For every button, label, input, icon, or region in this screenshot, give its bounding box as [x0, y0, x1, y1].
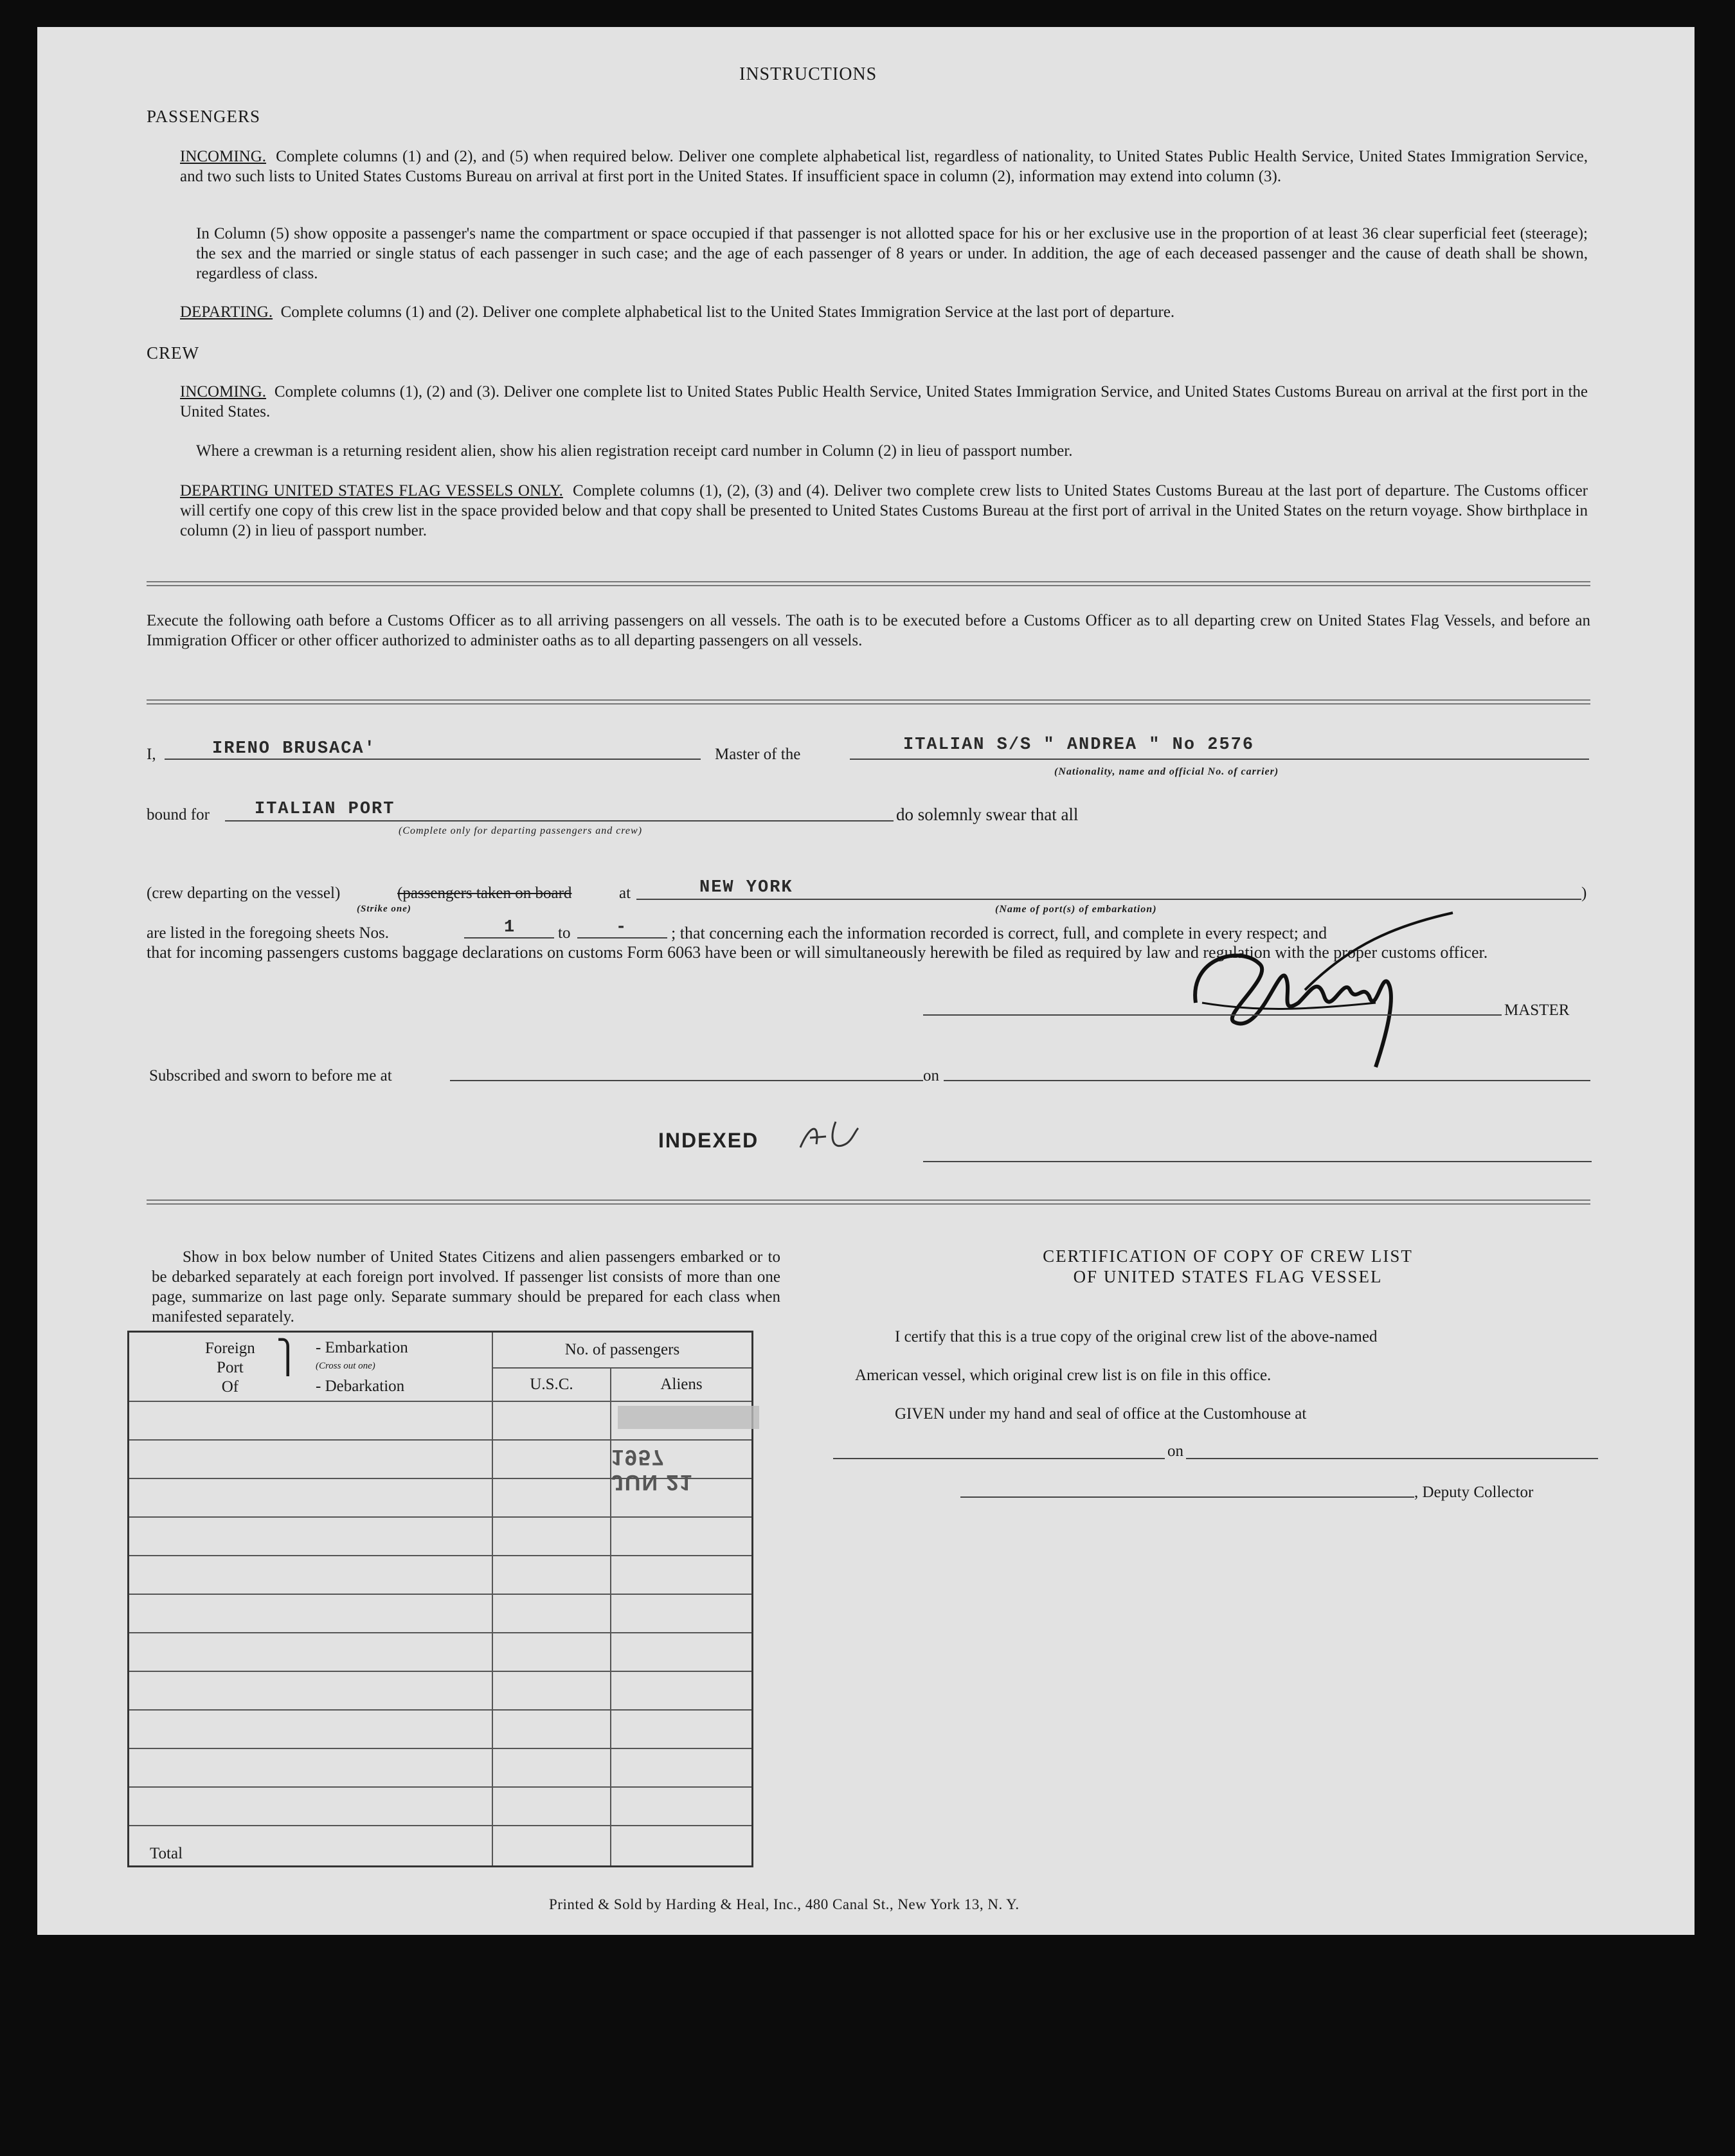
table-row	[129, 1594, 753, 1633]
table-row	[129, 1787, 753, 1826]
subscribed-place-line	[450, 1080, 923, 1081]
table-row	[129, 1633, 753, 1671]
bound-for-label: bound for	[147, 806, 210, 823]
table-row	[129, 1748, 753, 1787]
total-label: Total	[129, 1826, 493, 1867]
embarkation-label: - Embarkation	[316, 1339, 408, 1356]
certification-title	[836, 1246, 1620, 1287]
port-value: NEW YORK	[699, 878, 793, 897]
passengers-taken-option: (passengers taken on board	[397, 885, 572, 902]
strike-caption: (Strike one)	[357, 904, 411, 914]
foreign-port-header: Foreign Port Of ⎫ - Embarkation (Cross out one) - Debarkation	[129, 1332, 493, 1402]
given-line: GIVEN under my hand and seal of office at the Customhouse at	[895, 1405, 1307, 1423]
crew-departing-option: (crew departing on the vessel)	[147, 885, 341, 902]
deputy-collector-label: , Deputy Collector	[1414, 1484, 1534, 1501]
passengers-column5-paragraph: In Column (5) show opposite a passenger's name the compartment or space occupied if that passenger is not allotted space for his or her exclusive use in the proportion of at least 36 clear superficial feet (steerage); the sex and the married or single status of each passenger in such case; and the age of each passenger of 8 years or under. In addition, the age of each deceased passenger and the cause of death shall be shown, regardless of class.	[196, 225, 1588, 282]
table-row	[129, 1401, 753, 1440]
listed-text: are listed in the foregoing sheets Nos.	[147, 924, 389, 942]
of-label: Of	[221, 1378, 239, 1396]
table-row	[129, 1710, 753, 1748]
vessel-caption: (Nationality, name and official No. of carrier)	[1054, 766, 1279, 777]
bound-caption: (Complete only for departing passengers and crew)	[399, 825, 643, 836]
aliens-header: Aliens	[611, 1368, 753, 1401]
indexed-stamp: INDEXED	[658, 1129, 759, 1152]
crew-crewman-paragraph: Where a crewman is a returning resident alien, show his alien registration receipt card number in Column (2) in lieu of passport number.	[196, 442, 1073, 460]
incoming-declaration-text: that for incoming passengers customs baggage declarations on customs Form 6063 have been or will simultaneously herewith be filed as required by law and regulation with the proper customs officer.	[147, 943, 1488, 962]
torn-edge	[37, 1935, 1695, 1961]
sheet-to-value: -	[616, 918, 628, 937]
crew-departing-paragraph	[180, 481, 1588, 541]
certify-line2: American vessel, which original crew list is on file in this office.	[855, 1367, 1272, 1384]
table-row	[129, 1671, 753, 1710]
instructions-title: INSTRUCTIONS	[739, 64, 877, 84]
deputy-collector-line	[960, 1496, 1414, 1498]
cross-out-label: (Cross out one)	[316, 1361, 375, 1371]
total-row	[129, 1826, 753, 1867]
divider	[147, 699, 1590, 705]
crew-departing-label: DEPARTING UNITED STATES FLAG VESSELS ONLY.	[180, 482, 563, 499]
at-label: at	[619, 885, 631, 902]
subscribed-date-line	[944, 1080, 1590, 1081]
master-signature	[1183, 906, 1479, 1080]
subscribed-label: Subscribed and sworn to before me at	[149, 1067, 392, 1084]
passengers-heading: PASSENGERS	[147, 107, 261, 126]
master-name-value: IRENO BRUSACA'	[212, 739, 376, 759]
printer-footer: Printed & Sold by Harding & Heal, Inc., 480 Canal St., New York 13, N. Y.	[549, 1896, 1020, 1912]
table-row	[129, 1556, 753, 1594]
close-paren: )	[1581, 885, 1587, 902]
certification-on-label: on	[1165, 1442, 1186, 1460]
crew-incoming-paragraph	[180, 382, 1588, 422]
port-caption: (Name of port(s) of embarkation)	[995, 904, 1157, 915]
subscribed-on-label: on	[923, 1067, 939, 1084]
passengers-incoming-text: Complete columns (1) and (2), and (5) when required below. Deliver one complete alphabetical list, regardless of nationality, to United States Public Health Service, United States Immigration Service, and two such lists to United States Customs Bureau on arrival at first port in the United States. If insufficient space in column (2), information may extend into column (3).	[180, 148, 1588, 185]
master-label: MASTER	[1504, 1002, 1570, 1019]
date-stamp: JUN 21 1957	[611, 1445, 694, 1495]
indexed-initials	[797, 1118, 861, 1157]
bound-for-value: ITALIAN PORT	[255, 800, 395, 819]
crew-departing-text: Complete columns (1), (2), (3) and (4). Deliver two complete crew lists to United States Customs Bureau at the last port of departure. The Customs officer will certify one copy of this crew list in the space provided below and that copy shall be presented to United States Customs Bureau at the first port of arrival in the United States on the return voyage. Show birthplace in column (2) in lieu of passport number.	[180, 482, 1588, 539]
table-row	[129, 1517, 753, 1556]
table-row	[129, 1440, 753, 1478]
divider	[147, 1199, 1590, 1205]
master-of-the-label: Master of the	[715, 746, 801, 763]
crew-incoming-text: Complete columns (1), (2) and (3). Deliver one complete list to United States Public Health Service, United States Immigration Service, and United States Customs Bureau on arrival at the first port in the United States.	[180, 383, 1588, 420]
divider	[147, 581, 1590, 586]
bound-for-line	[225, 820, 894, 822]
concerning-text: ; that concerning each the information recorded is correct, full, and complete in every respect; and	[671, 924, 1327, 942]
swear-text: do solemnly swear that all	[896, 805, 1079, 824]
oath-intro: Execute the following oath before a Customs Officer as to all arriving passengers on all vessels. The oath is to be executed before a Customs Officer as to all departing crew on United States Flag Vessels, and before an Immigration Officer or other officer authorized to administer oaths as to all departing passengers on all vessels.	[147, 612, 1590, 649]
vessel-value: ITALIAN S/S " ANDREA " No 2576	[903, 735, 1255, 755]
certify-line1: I certify that this is a true copy of the original crew list of the above-named	[895, 1328, 1378, 1345]
sheet-from-value: 1	[504, 918, 516, 937]
receipt-stamp	[618, 1406, 759, 1429]
passengers-incoming-paragraph	[180, 147, 1588, 186]
passengers-departing-paragraph	[180, 302, 1588, 322]
sheet-to-line	[577, 937, 667, 939]
indexed-signature-line	[923, 1161, 1592, 1162]
crew-incoming-label: INCOMING.	[180, 383, 267, 400]
vessel-line	[850, 759, 1589, 760]
passengers-departing-label: DEPARTING.	[180, 303, 273, 321]
no-passengers-header: No. of passengers	[492, 1332, 753, 1369]
usc-header: U.S.C.	[492, 1368, 611, 1401]
port-label: Port	[217, 1359, 244, 1376]
customhouse-line	[833, 1458, 1598, 1459]
debarkation-label: - Debarkation	[316, 1378, 405, 1395]
master-name-line	[165, 759, 701, 760]
certification-title-line2: OF UNITED STATES FLAG VESSEL	[1073, 1267, 1383, 1286]
passenger-summary-table	[127, 1331, 753, 1867]
crew-heading: CREW	[147, 343, 199, 363]
port-line	[636, 899, 1581, 900]
summary-instructions: Show in box below number of United States Citizens and alien passengers embarked or to be debarked separately at each foreign port involved. If passenger list consists of more than one page, summarize on last page only. Separate summary should be prepared for each class when manifested separately.	[152, 1248, 780, 1325]
passengers-departing-text: Complete columns (1) and (2). Deliver one complete alphabetical list to the United States Immigration Service at the last port of departure.	[280, 303, 1175, 321]
certification-title-line1: CERTIFICATION OF COPY OF CREW LIST	[1043, 1246, 1413, 1266]
i-label: I,	[147, 746, 156, 763]
passengers-incoming-label: INCOMING.	[180, 148, 267, 165]
to-label: to	[558, 924, 571, 942]
master-signature-line	[923, 1014, 1502, 1016]
sheet-from-line	[464, 937, 554, 939]
foreign-label: Foreign	[205, 1340, 255, 1357]
